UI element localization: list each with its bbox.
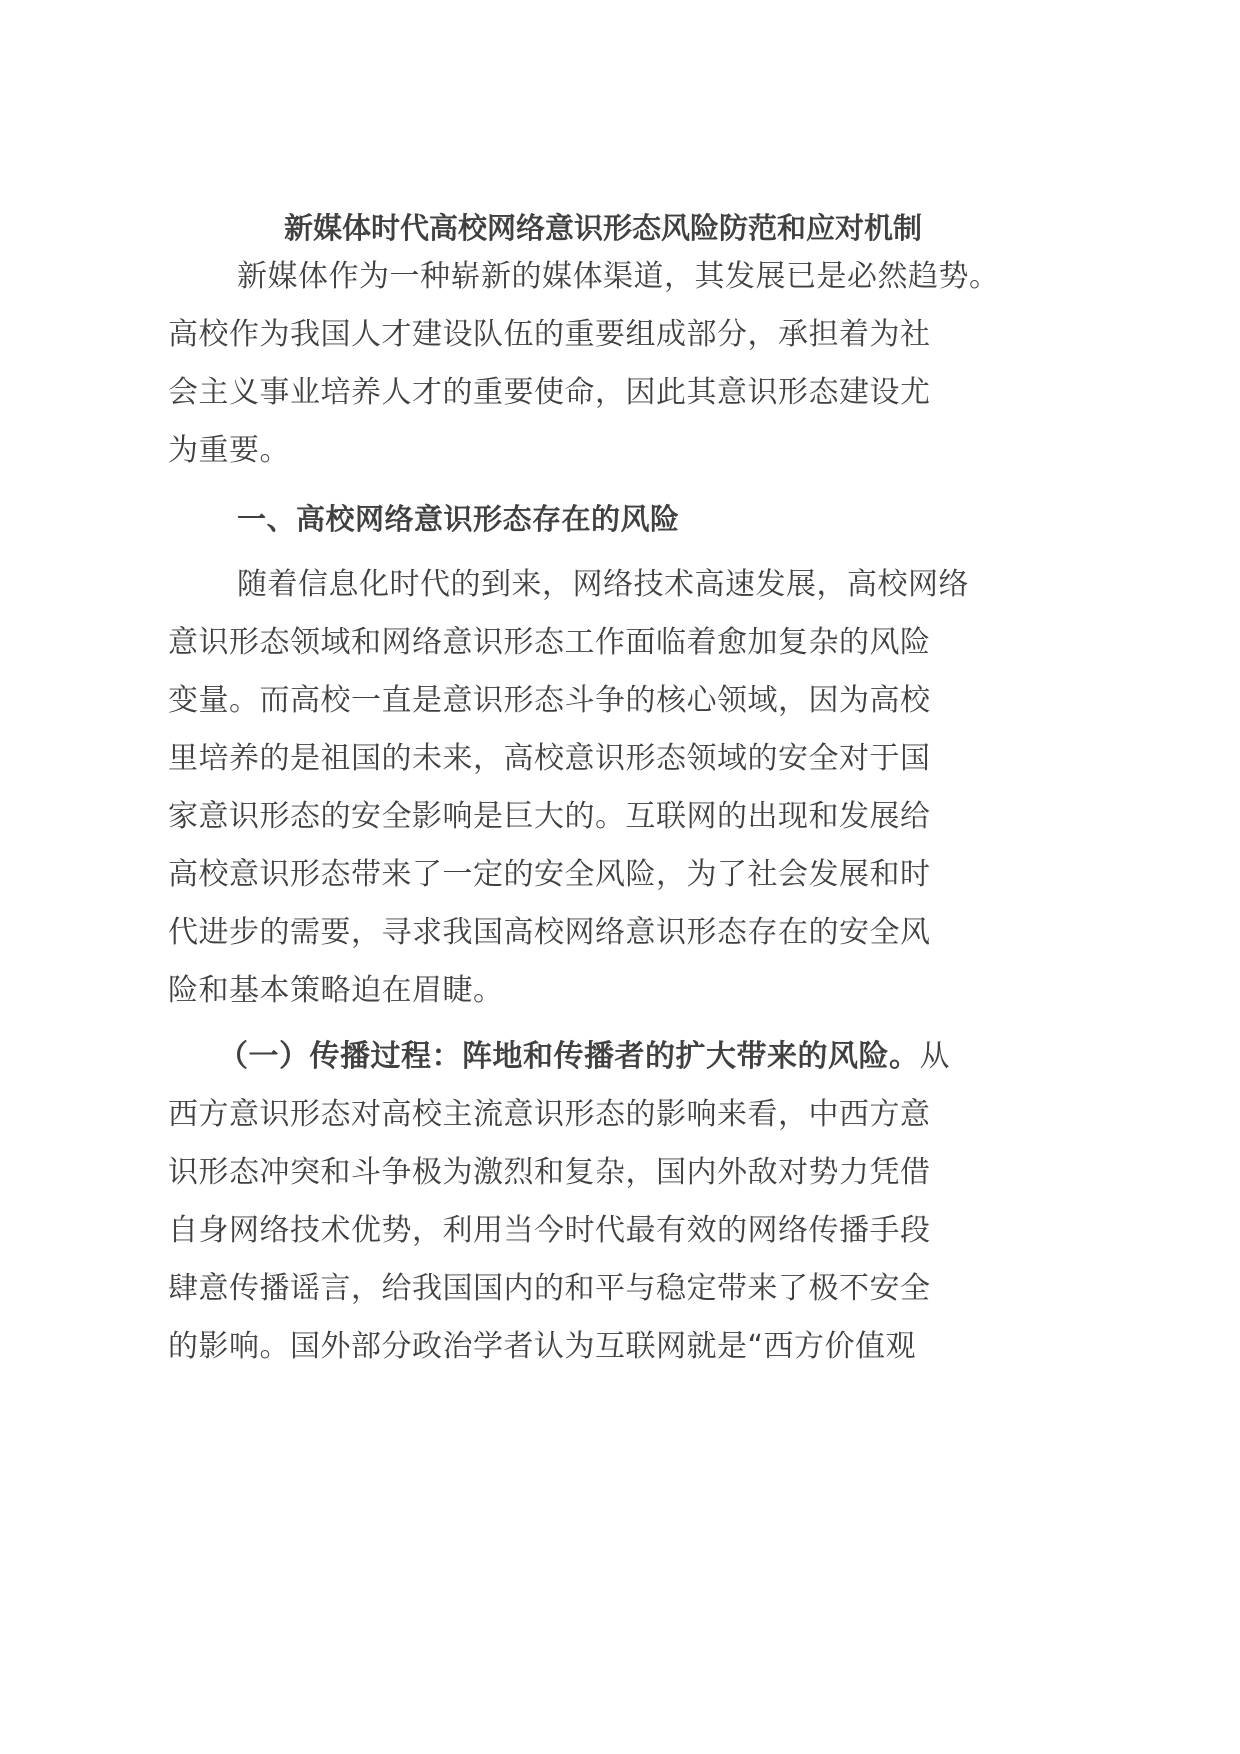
paragraph-line: 险和基本策略迫在眉睫。 xyxy=(168,973,504,1008)
subsection-first-line xyxy=(218,1037,950,1077)
paragraph-line: 代进步的需要，寻求我国高校网络意识形态存在的安全风 xyxy=(168,915,931,950)
paragraph-line: 高校作为我国人才建设队伍的重要组成部分，承担着为社 xyxy=(168,317,931,352)
paragraph-line: 意识形态领域和网络意识形态工作面临着愈加复杂的风险 xyxy=(168,625,931,660)
paragraph-line: 里培养的是祖国的未来，高校意识形态领域的安全对于国 xyxy=(168,741,931,776)
paragraph-line: 变量。而高校一直是意识形态斗争的核心领域，因为高校 xyxy=(168,683,931,718)
paragraph-line: 高校意识形态带来了一定的安全风险，为了社会发展和时 xyxy=(168,857,931,892)
section-heading: 一、高校网络意识形态存在的风险 xyxy=(237,502,680,536)
paragraph-line: 家意识形态的安全影响是巨大的。互联网的出现和发展给 xyxy=(168,799,931,834)
document-title: 新媒体时代高校网络意识形态风险防范和应对机制 xyxy=(283,211,922,245)
paragraph-line: 识形态冲突和斗争极为激烈和复杂，国内外敌对势力凭借 xyxy=(168,1155,931,1190)
subsection-first-line-tail: 从 xyxy=(919,1039,950,1074)
paragraph-line: 的影响。国外部分政治学者认为互联网就是“西方价值观 xyxy=(168,1329,917,1364)
subsection-heading: （一）传播过程：阵地和传播者的扩大带来的风险。 xyxy=(218,1039,920,1074)
paragraph-line: 为重要。 xyxy=(168,433,290,468)
paragraph-line: 会主义事业培养人才的重要使命，因此其意识形态建设尤 xyxy=(168,375,931,410)
paragraph-line: 肆意传播谣言，给我国国内的和平与稳定带来了极不安全 xyxy=(168,1271,931,1306)
paragraph-line: 西方意识形态对高校主流意识形态的影响来看，中西方意 xyxy=(168,1097,931,1132)
paragraph-line: 自身网络技术优势，利用当今时代最有效的网络传播手段 xyxy=(168,1213,931,1248)
paragraph-line: 随着信息化时代的到来，网络技术高速发展，高校网络 xyxy=(237,567,969,602)
paragraph-line: 新媒体作为一种崭新的媒体渠道，其发展已是必然趋势。 xyxy=(237,259,1000,294)
